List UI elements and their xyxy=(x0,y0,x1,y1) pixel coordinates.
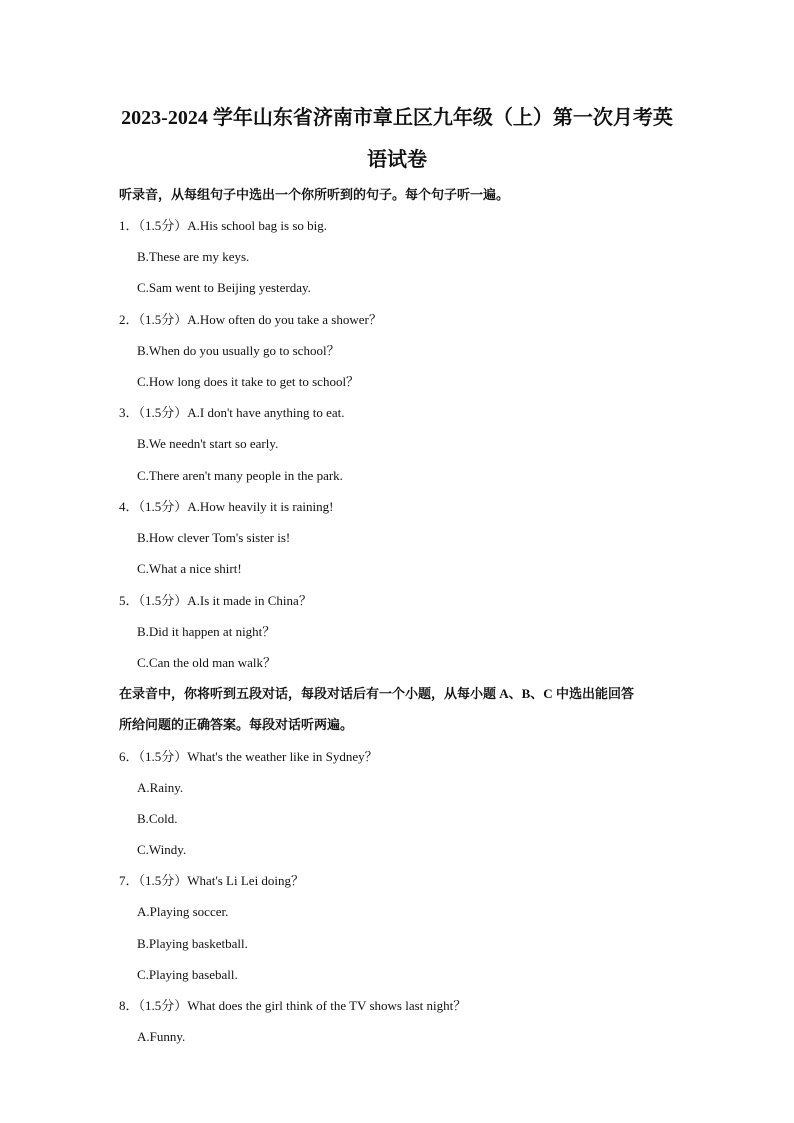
question-3-option-b: B.We needn't start so early. xyxy=(137,436,279,451)
question-7-option-c: C.Playing baseball. xyxy=(137,967,238,982)
question-8-stem: 8．（1.5分）What does the girl think of the TV shows last night？ xyxy=(119,998,467,1013)
question-3-stem: 3．（1.5分）A.I don't have anything to eat. xyxy=(119,405,345,420)
question-5-option-b: B.Did it happen at night？ xyxy=(137,624,276,639)
question-8-option-a: A.Funny. xyxy=(137,1029,186,1044)
question-2-option-c: C.How long does it take to get to school？ xyxy=(137,374,360,389)
question-7-option-b: B.Playing basketball. xyxy=(137,936,248,951)
question-4-option-b: B.How clever Tom's sister is! xyxy=(137,530,291,545)
question-7-option-a: A.Playing soccer. xyxy=(137,904,229,919)
question-4-option-c: C.What a nice shirt! xyxy=(137,561,242,576)
question-5-option-c: C.Can the old man walk？ xyxy=(137,655,277,670)
question-7-stem: 7．（1.5分）What's Li Lei doing？ xyxy=(119,873,305,888)
question-1-option-b: B.These are my keys. xyxy=(137,249,250,264)
question-3-option-c: C.There aren't many people in the park. xyxy=(137,468,343,483)
page-title-continued: 语试卷 xyxy=(367,149,427,171)
question-1-stem: 1．（1.5分）A.His school bag is so big. xyxy=(119,218,328,233)
question-1-option-c: C.Sam went to Beijing yesterday. xyxy=(137,280,311,295)
page-title: 2023-2024 学年山东省济南市章丘区九年级（上）第一次月考英 xyxy=(121,107,673,129)
question-6-option-a: A.Rainy. xyxy=(137,780,184,795)
question-6-option-c: C.Windy. xyxy=(137,842,187,857)
section-2-instruction: 在录音中，你将听到五段对话，每段对话后有一个小题，从每小题 A、B、C 中选出能回答 xyxy=(119,686,634,701)
question-6-option-b: B.Cold. xyxy=(137,811,178,826)
question-5-stem: 5．（1.5分）A.Is it made in China？ xyxy=(119,593,312,608)
question-2-option-b: B.When do you usually go to school？ xyxy=(137,343,340,358)
question-2-stem: 2．（1.5分）A.How often do you take a shower？ xyxy=(119,312,382,327)
section-2-instruction-continued: 所给问题的正确答案。每段对话听两遍。 xyxy=(119,717,354,732)
section-1-instruction: 听录音，从每组句子中选出一个你所听到的句子。每个句子听一遍。 xyxy=(119,187,510,202)
question-6-stem: 6．（1.5分）What's the weather like in Sydney？ xyxy=(119,749,378,764)
question-4-stem: 4．（1.5分）A.How heavily it is raining! xyxy=(119,499,334,514)
